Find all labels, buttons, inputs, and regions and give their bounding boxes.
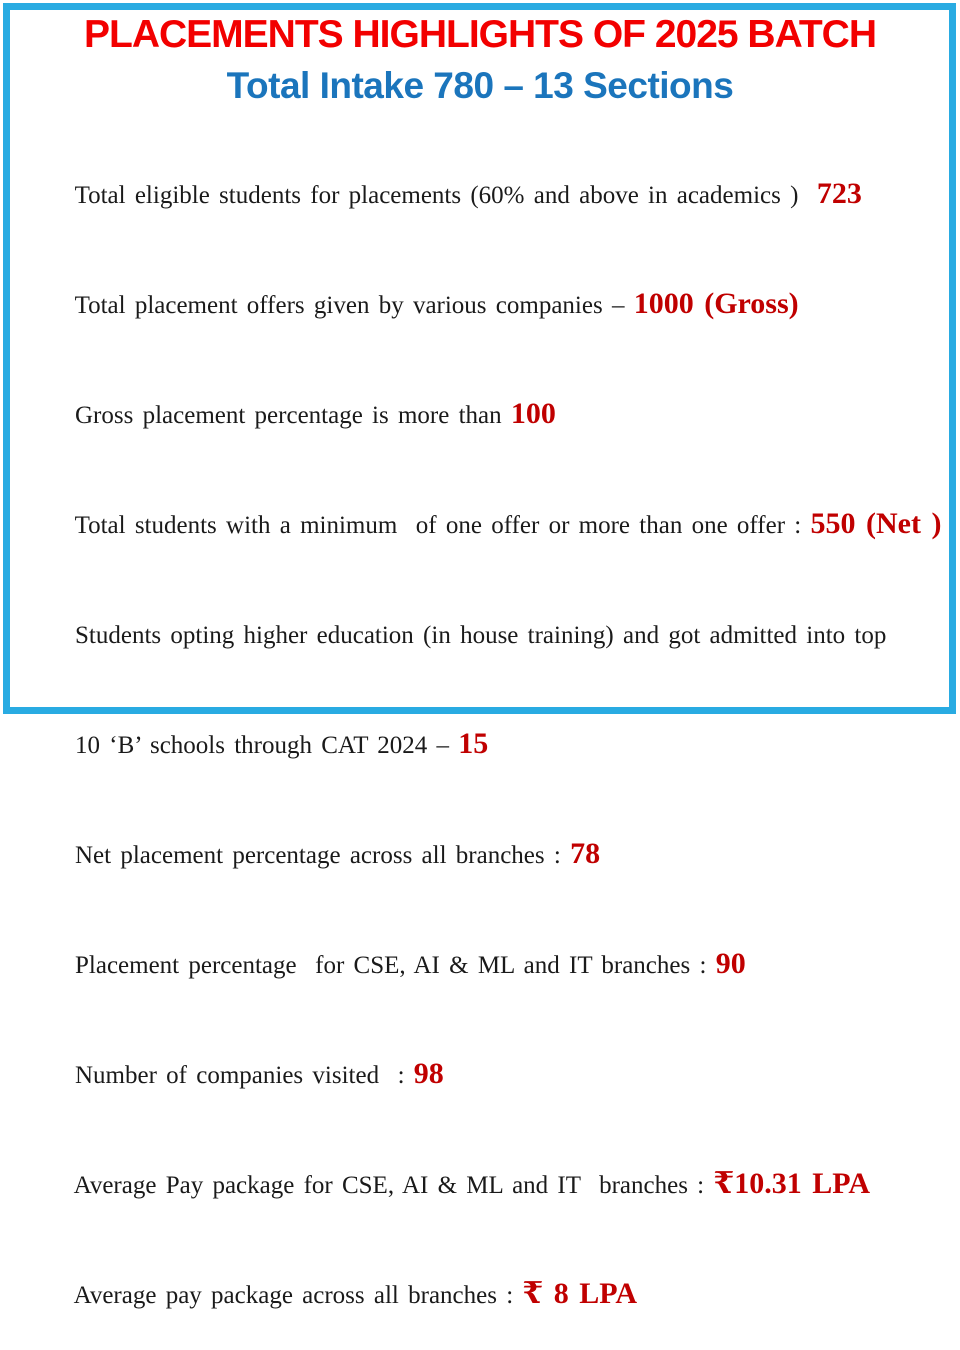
highlight-line	[38, 690, 950, 800]
highlight-line	[38, 470, 950, 580]
highlight-text: 10 ‘B’ schools through CAT 2024 –	[75, 732, 459, 759]
highlight-value: 1000 (Gross)	[633, 287, 799, 320]
highlight-line	[38, 1130, 950, 1240]
highlight-value: 550 (Net )	[810, 507, 942, 540]
highlight-text: Average pay package across all branches :	[73, 1282, 523, 1309]
highlight-text: Total students with a minimum of one offer or more than one offer :	[74, 512, 811, 539]
highlight-value: 90	[715, 947, 746, 980]
highlight-text: Placement percentage for CSE, AI & ML and IT branches :	[75, 952, 716, 979]
highlight-value: ₹ 8 LPA	[522, 1277, 638, 1310]
highlight-value: 100	[510, 397, 556, 430]
highlight-line	[38, 1240, 950, 1350]
highlight-line	[38, 580, 950, 690]
highlight-text: Total eligible students for placements (60% and above in academics )	[74, 182, 817, 209]
slide-title: PLACEMENTS HIGHLIGHTS OF 2025 BATCH	[83, 13, 877, 56]
highlight-line	[38, 910, 950, 1020]
highlight-text: Average Pay package for CSE, AI & ML and IT branches :	[73, 1172, 714, 1199]
highlight-value: 15	[458, 727, 489, 760]
highlight-value: 723	[816, 177, 862, 210]
highlight-text: Net placement percentage across all branches :	[75, 842, 571, 869]
highlight-text: Gross placement percentage is more than	[75, 402, 511, 429]
highlight-value: ₹10.31 LPA	[713, 1167, 871, 1200]
highlight-text: Total placement offers given by various companies –	[74, 292, 634, 319]
highlight-line	[38, 140, 950, 250]
highlight-text: Number of companies visited :	[75, 1062, 414, 1089]
highlight-text: Students opting higher education (in house training) and got admitted into top	[75, 622, 887, 649]
highlight-line	[38, 250, 950, 360]
highlights-list	[38, 140, 950, 1310]
slide-subtitle: Total Intake 780 – 13 Sections	[226, 65, 734, 106]
highlight-line	[38, 360, 950, 470]
highlight-value: 98	[413, 1057, 444, 1090]
highlight-line	[38, 1020, 950, 1130]
highlight-line	[38, 800, 950, 910]
highlight-value: 78	[570, 837, 601, 870]
